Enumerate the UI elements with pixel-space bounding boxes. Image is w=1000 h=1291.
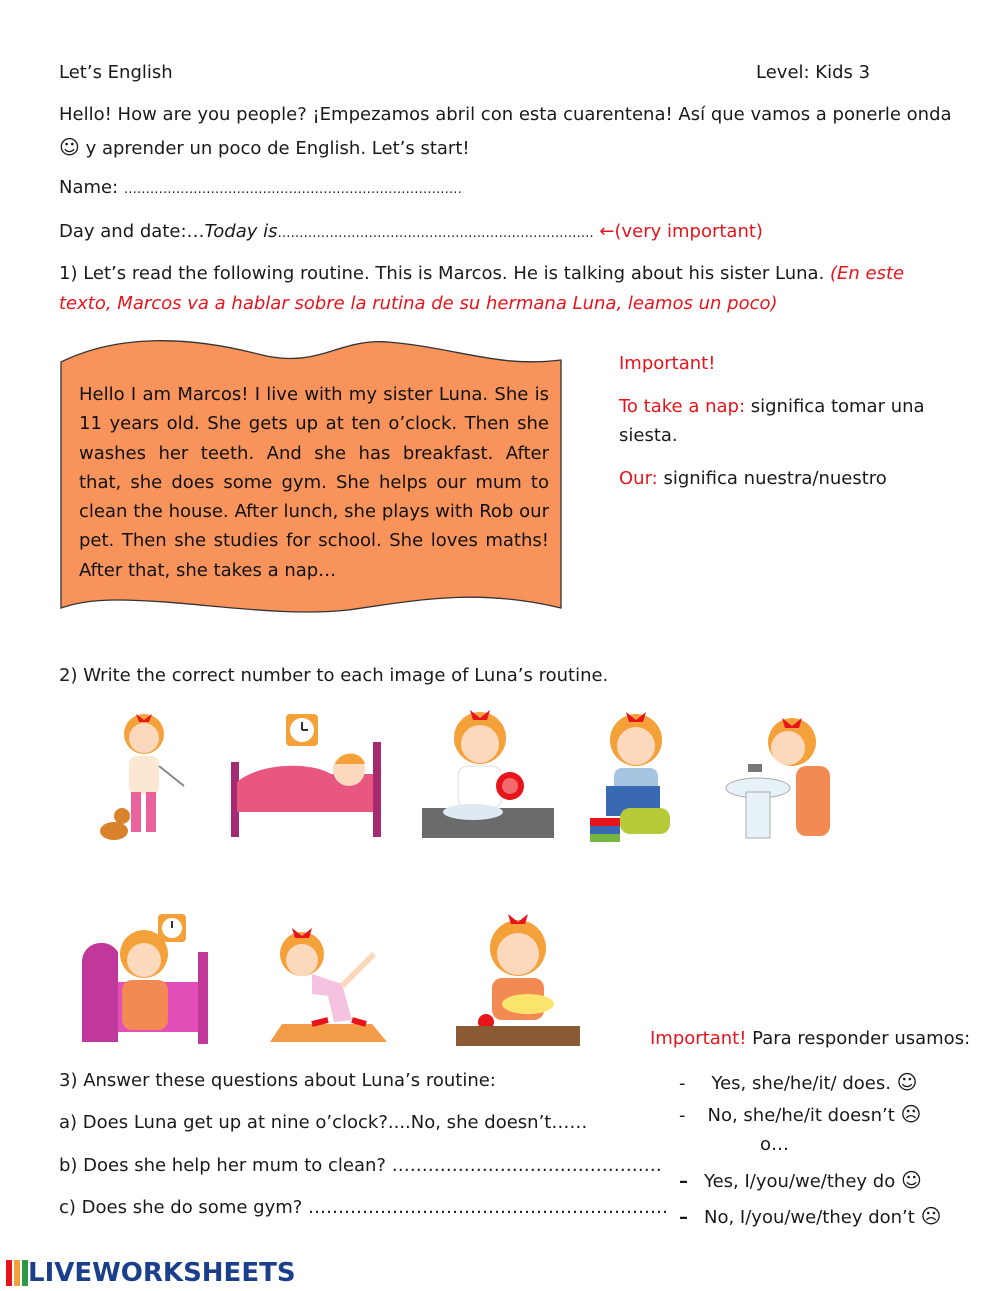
- intro-line-2: [59, 135, 470, 159]
- rule-dash-1: -: [679, 1073, 686, 1094]
- girl-having-breakfast-image[interactable]: [456, 910, 580, 1046]
- liveworksheets-icon: [6, 1260, 28, 1286]
- rule-bullet-4: –: [679, 1207, 688, 1228]
- girl-brushing-teeth-image[interactable]: [724, 712, 836, 842]
- smile-icon: ☺: [59, 135, 80, 159]
- ex1-spanish-1: (En este: [830, 263, 905, 284]
- name-line: [59, 177, 462, 198]
- liveworksheets-brand: LIVEWORKSHEETS: [28, 1258, 296, 1288]
- girl-washing-dishes-image[interactable]: [418, 704, 558, 844]
- frown-icon-2: ☹: [920, 1204, 942, 1228]
- answer-rule-4: [679, 1204, 941, 1228]
- intro-line-1: Hello! How are you people? ¡Empezamos abril con esta cuarentena! Así que vamos a ponerle onda: [59, 104, 952, 125]
- rule-2-text: No, she/he/it doesn’t: [707, 1105, 901, 1126]
- school-name: Let’s English: [59, 62, 173, 83]
- date-field[interactable]: ……………………………………………………………….: [277, 226, 594, 241]
- ex1-spanish-2: texto, Marcos va a hablar sobre la rutina de su hermana Luna, leamos un poco): [59, 293, 778, 314]
- name-field[interactable]: ……………………………………………………………………: [123, 182, 462, 197]
- nap-meaning-2: siesta.: [619, 425, 678, 446]
- date-line: [59, 221, 763, 242]
- date-label: Day and date:…: [59, 221, 205, 242]
- rule-dash-2: -: [679, 1105, 686, 1126]
- ex1-instruction: [59, 263, 904, 284]
- our-note: [619, 464, 887, 493]
- important2-title: Important!: [650, 1028, 747, 1049]
- rule-bullet-3: –: [679, 1171, 688, 1192]
- girl-sleeping-image[interactable]: [231, 712, 381, 840]
- story-text: Hello I am Marcos! I live with my sister Luna. She is 11 years old. She gets up at ten o’clock. Then she washes her teeth. And she has breakfast. After that, she does some gym. She helps our mum to clean the house. After lunch, she plays with Rob our pet. Then she studies for school. She loves maths! After that, she takes a nap…: [79, 384, 549, 581]
- question-c[interactable]: c) Does she do some gym? ……………………………………………………: [59, 1197, 669, 1218]
- answer-rule-2: [679, 1102, 921, 1126]
- nap-label: To take a nap:: [619, 396, 746, 417]
- important2-line: [650, 1028, 970, 1049]
- important2-rest: Para responder usamos:: [746, 1028, 971, 1049]
- liveworksheets-logo[interactable]: [6, 1258, 296, 1288]
- ex1-text: 1) Let’s read the following routine. This is Marcos. He is talking about his sister Luna.: [59, 263, 831, 284]
- ex3-instruction: 3) Answer these questions about Luna’s routine:: [59, 1070, 496, 1091]
- today-is-label: Today is: [204, 221, 278, 242]
- smile-icon-2: ☺: [900, 1168, 922, 1192]
- ex2-instruction: 2) Write the correct number to each image of Luna’s routine.: [59, 665, 609, 686]
- girl-studying-image[interactable]: [586, 706, 686, 846]
- very-important-note: ←(very important): [593, 221, 763, 242]
- level-label: Level: Kids 3: [756, 62, 871, 83]
- our-label: Our:: [619, 468, 658, 489]
- intro-line-2-text: y aprender un poco de English. Let’s start!: [79, 138, 470, 159]
- question-a[interactable]: a) Does Luna get up at nine o’clock?....No, she doesn’t……: [59, 1112, 588, 1133]
- rule-4-text: No, I/you/we/they don’t: [704, 1207, 921, 1228]
- answer-rule-1: [679, 1070, 918, 1094]
- our-meaning: significa nuestra/nuestro: [657, 468, 887, 489]
- nap-note: [619, 392, 949, 450]
- frown-icon-1: ☹: [900, 1102, 922, 1126]
- girl-waking-up-image[interactable]: [78, 912, 210, 1050]
- smile-icon-1: ☺: [896, 1070, 918, 1094]
- answer-rule-3: [679, 1168, 922, 1192]
- nap-meaning: significa tomar una: [745, 396, 925, 417]
- rule-3-text: Yes, I/you/we/they do: [704, 1171, 901, 1192]
- name-label: Name:: [59, 177, 124, 198]
- girl-walking-dog-image[interactable]: [84, 706, 194, 848]
- notes-title: Important!: [619, 353, 716, 374]
- question-b[interactable]: b) Does she help her mum to clean? ………………………………………: [59, 1155, 662, 1176]
- girl-doing-gym-image[interactable]: [262, 924, 392, 1044]
- rule-1-text: Yes, she/he/it/ does.: [711, 1073, 897, 1094]
- rule-or: o…: [760, 1134, 790, 1155]
